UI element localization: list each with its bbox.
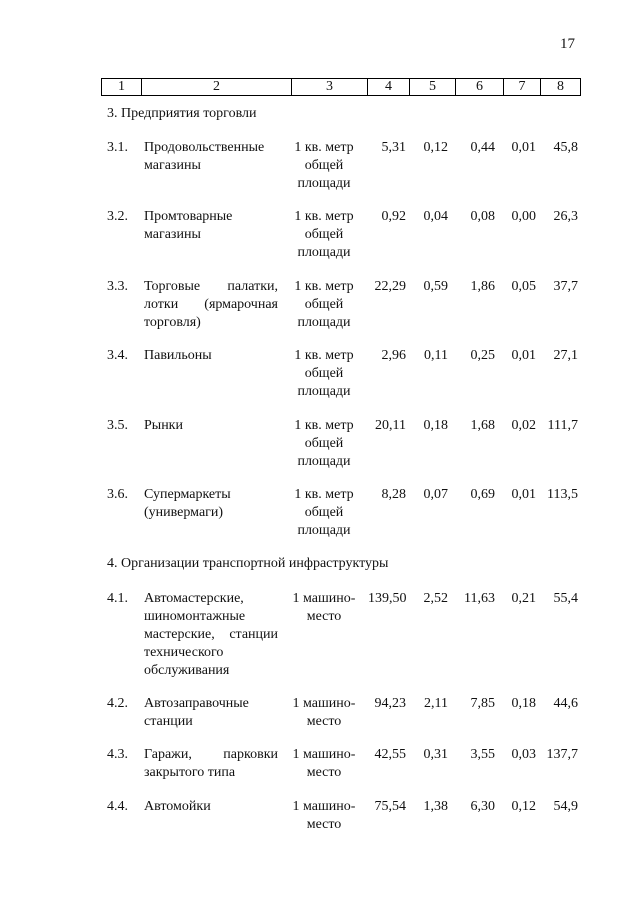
row-unit (286, 208, 362, 262)
row-number: 3.2. (107, 209, 128, 224)
row-unit-line: 1 машино- (292, 747, 356, 762)
row-name-line: Продовольственные (144, 140, 265, 155)
row-value-col-5: 2,11 (424, 696, 448, 711)
row-number: 4.4. (107, 799, 128, 814)
header-col-1: 1 (102, 79, 142, 96)
row-value-col-6: 6,30 (470, 799, 495, 814)
row-value-col-4: 139,50 (368, 591, 407, 606)
row-number: 3.3. (107, 279, 128, 294)
row-value-col-5: 0,12 (423, 140, 448, 155)
row-value-col-7: 0,21 (511, 591, 536, 606)
row-unit-line: 1 кв. метр (294, 348, 354, 363)
row-unit-line: 1 кв. метр (294, 279, 354, 294)
row-name-line: магазины (144, 227, 201, 242)
row-name-line: Павильоны (144, 348, 212, 363)
row-value-col-6: 1,68 (470, 418, 495, 433)
row-number: 4.3. (107, 747, 128, 762)
row-value-col-8: 44,6 (553, 696, 578, 711)
row-name-line: мастерские, станции (144, 627, 278, 642)
row-name (144, 139, 278, 175)
row-value-col-8: 137,7 (546, 747, 578, 762)
row-name (144, 746, 278, 782)
row-value-col-4: 0,92 (381, 209, 406, 224)
row-value-col-4: 20,11 (375, 418, 406, 433)
row-name-line: закрытого типа (144, 765, 236, 780)
row-name-line: технического (144, 645, 224, 660)
row-value-col-8: 111,7 (547, 418, 578, 433)
row-value-col-4: 5,31 (381, 140, 406, 155)
row-name-line: торговля) (144, 315, 201, 330)
row-value-col-7: 0,03 (511, 747, 536, 762)
row-unit-line: 1 кв. метр (294, 487, 354, 502)
row-unit-line: площади (297, 454, 351, 469)
row-name-line: Промтоварные (144, 209, 233, 224)
header-col-4: 4 (368, 79, 410, 96)
row-value-col-7: 0,01 (511, 348, 536, 363)
section-title: 4. Организации транспортной инфраструктуры (107, 556, 389, 571)
row-unit-line: общей (304, 227, 344, 242)
row-name (144, 695, 278, 731)
row-value-col-6: 3,55 (470, 747, 495, 762)
row-name-line: магазины (144, 158, 201, 173)
row-name-line: шиномонтажные (144, 609, 246, 624)
row-value-col-7: 0,01 (511, 140, 536, 155)
row-unit-line: 1 машино- (292, 591, 356, 606)
row-number: 3.5. (107, 418, 128, 433)
row-name-line: Гаражи, парковки (144, 747, 278, 762)
row-value-col-4: 94,23 (374, 696, 406, 711)
row-unit-line: общей (304, 297, 344, 312)
row-unit-line: 1 машино- (292, 799, 356, 814)
row-value-col-8: 55,4 (553, 591, 578, 606)
row-value-col-7: 0,18 (511, 696, 536, 711)
row-number: 3.4. (107, 348, 128, 363)
row-unit-line: 1 кв. метр (294, 418, 354, 433)
row-value-col-6: 0,25 (470, 348, 495, 363)
row-number: 3.1. (107, 140, 128, 155)
row-unit-line: 1 кв. метр (294, 209, 354, 224)
row-value-col-5: 1,38 (423, 799, 448, 814)
section-title: 3. Предприятия торговли (107, 106, 257, 121)
row-name (144, 590, 278, 680)
row-unit-line: общей (304, 505, 344, 520)
row-name-line: Автомастерские, (144, 591, 244, 606)
row-name-line: станции (144, 714, 193, 729)
row-value-col-5: 0,11 (424, 348, 448, 363)
row-value-col-4: 2,96 (381, 348, 406, 363)
row-value-col-6: 0,69 (470, 487, 495, 502)
row-unit (286, 417, 362, 471)
row-name (144, 798, 278, 816)
row-value-col-8: 37,7 (553, 279, 578, 294)
row-value-col-8: 54,9 (553, 799, 578, 814)
row-value-col-5: 0,31 (423, 747, 448, 762)
row-value-col-6: 0,08 (470, 209, 495, 224)
row-unit-line: площади (297, 523, 351, 538)
row-unit-line: площади (297, 315, 351, 330)
row-unit-line: площади (297, 176, 351, 191)
column-header-row (101, 78, 581, 96)
row-unit (286, 486, 362, 540)
row-value-col-6: 0,44 (470, 140, 495, 155)
row-unit (286, 590, 362, 626)
row-value-col-6: 1,86 (470, 279, 495, 294)
row-name-line: лотки (ярмарочная (144, 297, 278, 312)
row-name (144, 347, 278, 365)
row-unit (286, 798, 362, 834)
row-unit-line: место (306, 714, 342, 729)
row-name-line: обслуживания (144, 663, 230, 678)
row-name (144, 486, 278, 522)
row-value-col-5: 0,07 (423, 487, 448, 502)
row-unit-line: общей (304, 436, 344, 451)
row-name-line: Супермаркеты (144, 487, 231, 502)
row-unit-line: площади (297, 245, 351, 260)
row-name (144, 278, 278, 332)
row-value-col-7: 0,05 (511, 279, 536, 294)
row-name-line: Рынки (144, 418, 183, 433)
row-unit (286, 746, 362, 782)
row-number: 4.1. (107, 591, 128, 606)
row-name-line: (универмаги) (144, 505, 224, 520)
header-col-7: 7 (504, 79, 541, 96)
row-name-line: Автомойки (144, 799, 211, 814)
row-value-col-4: 75,54 (374, 799, 406, 814)
header-col-6: 6 (456, 79, 504, 96)
row-value-col-5: 0,04 (423, 209, 448, 224)
row-value-col-8: 27,1 (553, 348, 578, 363)
row-unit-line: место (306, 817, 342, 832)
row-unit-line: общей (304, 366, 344, 381)
row-value-col-6: 7,85 (470, 696, 495, 711)
row-unit-line: площади (297, 384, 351, 399)
header-col-3: 3 (292, 79, 368, 96)
row-unit (286, 347, 362, 401)
row-value-col-7: 0,02 (511, 418, 536, 433)
row-value-col-5: 0,59 (423, 279, 448, 294)
row-unit-line: 1 машино- (292, 696, 356, 711)
row-number: 4.2. (107, 696, 128, 711)
row-name (144, 208, 278, 244)
row-name-line: Торговые палатки, (144, 279, 278, 294)
row-value-col-6: 11,63 (464, 591, 495, 606)
row-value-col-7: 0,12 (511, 799, 536, 814)
page-number: 17 (560, 36, 575, 52)
row-value-col-4: 42,55 (374, 747, 406, 762)
row-unit-line: 1 кв. метр (294, 140, 354, 155)
row-name-line: Автозаправочные (144, 696, 249, 711)
row-unit-line: общей (304, 158, 344, 173)
row-unit (286, 695, 362, 731)
row-number: 3.6. (107, 487, 128, 502)
row-name (144, 417, 278, 435)
row-value-col-4: 22,29 (374, 279, 406, 294)
row-unit-line: место (306, 609, 342, 624)
row-value-col-7: 0,01 (511, 487, 536, 502)
header-col-2: 2 (142, 79, 292, 96)
row-value-col-8: 26,3 (553, 209, 578, 224)
header-col-8: 8 (541, 79, 581, 96)
row-value-col-5: 2,52 (423, 591, 448, 606)
row-unit (286, 278, 362, 332)
row-value-col-7: 0,00 (511, 209, 536, 224)
row-unit-line: место (306, 765, 342, 780)
row-value-col-8: 45,8 (553, 140, 578, 155)
row-value-col-4: 8,28 (381, 487, 406, 502)
row-value-col-5: 0,18 (423, 418, 448, 433)
header-col-5: 5 (410, 79, 456, 96)
row-unit (286, 139, 362, 193)
row-value-col-8: 113,5 (547, 487, 578, 502)
